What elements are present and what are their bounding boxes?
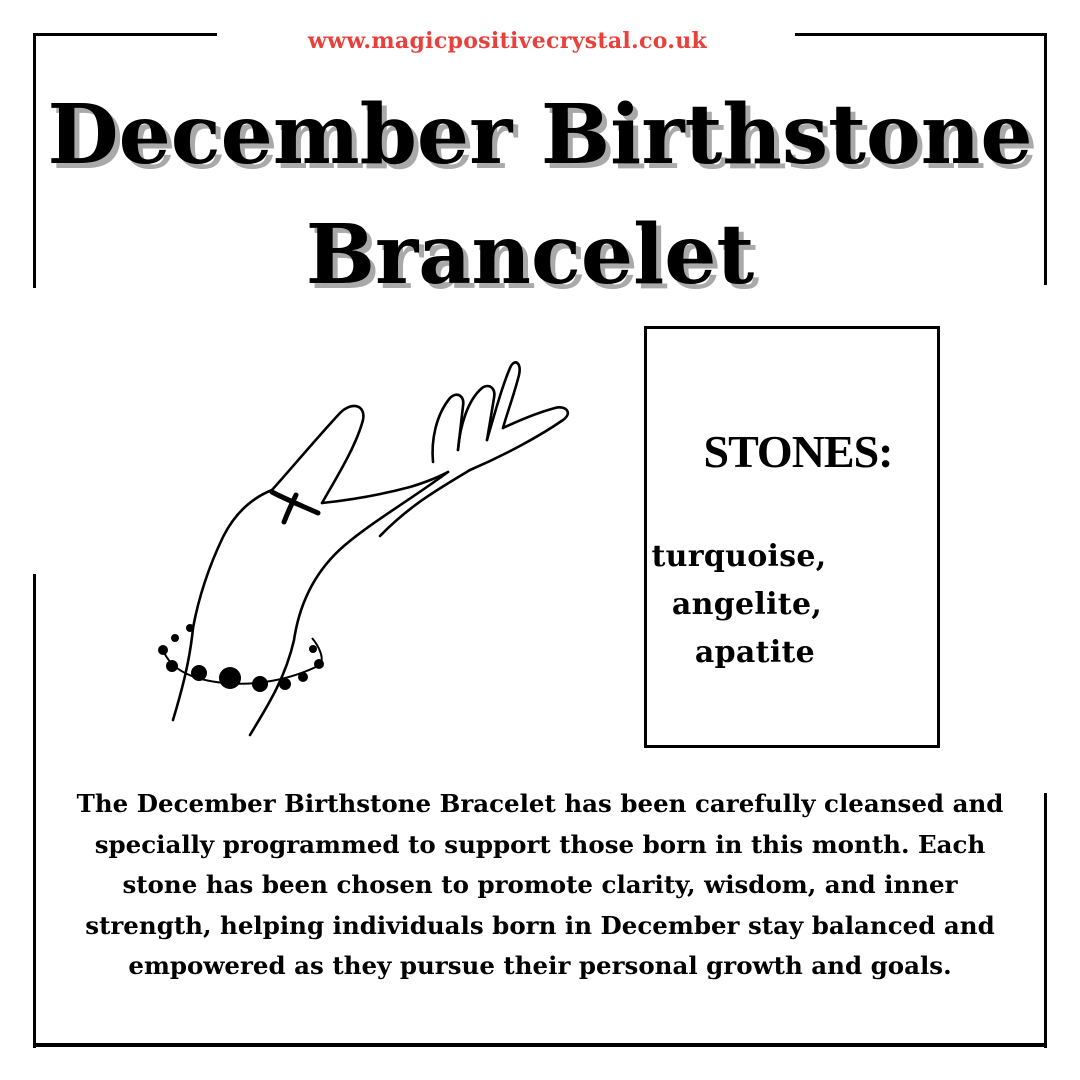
frame-left-lower-line bbox=[33, 574, 36, 1048]
hand-with-bracelet-icon bbox=[150, 355, 580, 740]
stones-heading: STONES: bbox=[703, 426, 893, 477]
stone-item: turquoise, bbox=[651, 539, 827, 574]
frame-bottom-line bbox=[33, 1043, 1047, 1047]
stones-panel bbox=[644, 326, 940, 748]
stone-item: angelite, bbox=[671, 587, 823, 622]
stone-item: apatite bbox=[694, 635, 816, 670]
website-url: www.magicpositivecrystal.co.uk bbox=[307, 28, 708, 54]
page-title-line-1: December Birthstone bbox=[47, 87, 1033, 183]
frame-right-lower-line bbox=[1044, 793, 1047, 1048]
product-description: The December Birthstone Bracelet has been carefully cleansed and specially programmed to support those born in this month. Each stone has been chosen to promote clarity, wisdom, and inner strength, helping individuals born in December stay balanced and empowered as they pursue their personal growth and goals. bbox=[76, 789, 1004, 980]
page-title-line-2: Brancelet bbox=[305, 207, 755, 303]
